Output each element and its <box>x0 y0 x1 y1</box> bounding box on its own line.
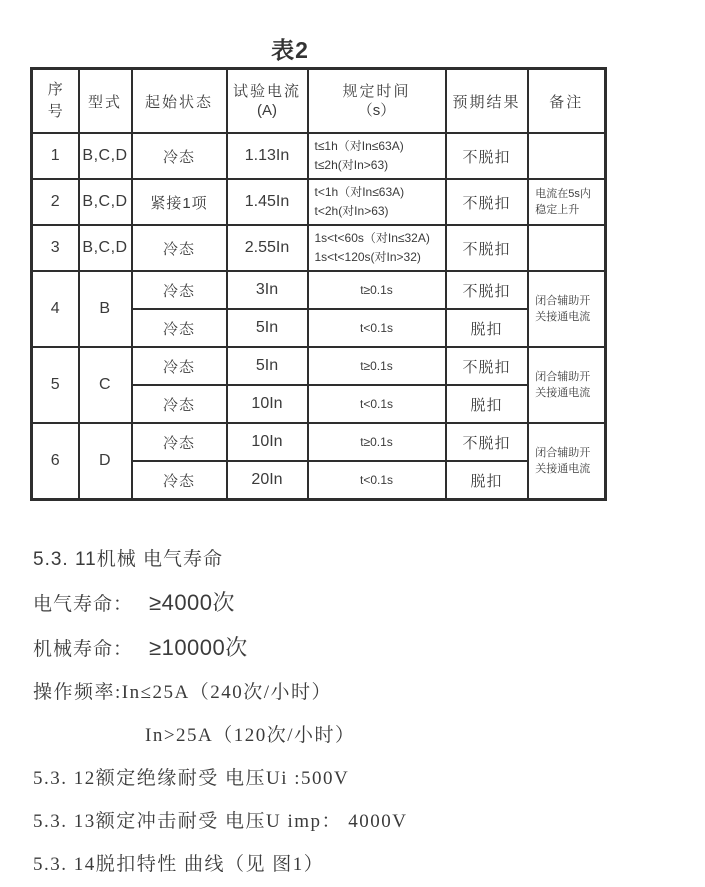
row4-remark: 闭合辅助开关接通电流 <box>528 271 606 347</box>
table-row-2 <box>32 179 606 225</box>
row6a-result: 不脱扣 <box>446 423 528 461</box>
header-initial-state: 起始状态 <box>132 69 227 134</box>
row5b-current: 10In <box>227 385 308 423</box>
row5a-time: t≥0.1s <box>308 347 446 385</box>
table-row-3 <box>32 225 606 271</box>
header-expected-result: 预期结果 <box>446 69 528 134</box>
row5-remark: 闭合辅助开关接通电流 <box>528 347 606 423</box>
mechanical-life-value: ≥10000次 <box>149 635 248 660</box>
row3-seq: 3 <box>32 225 79 271</box>
header-specified-time-unit: （s） <box>357 102 396 120</box>
row6b-result: 脱扣 <box>446 461 528 500</box>
row1-type: B,C,D <box>79 133 132 179</box>
operation-frequency-line1: 操作频率:In≤25A（240次/小时） <box>33 682 333 703</box>
row5-seq: 5 <box>32 347 79 423</box>
header-test-current-line1: 试验电流 <box>232 82 301 100</box>
table-row-6a <box>32 423 606 461</box>
row2-state: 紧接1项 <box>132 179 227 225</box>
table-header-row <box>32 69 606 134</box>
row6b-state: 冷态 <box>132 461 227 500</box>
row6a-current: 10In <box>227 423 308 461</box>
row1-current: 1.13In <box>227 133 308 179</box>
row6b-current: 20In <box>227 461 308 500</box>
row3-current: 2.55In <box>227 225 308 271</box>
row2-remark: 电流在5s内稳定上升 <box>528 179 606 225</box>
spec-table <box>30 67 607 501</box>
row3-result: 不脱扣 <box>446 225 528 271</box>
table-title: 表2 <box>271 37 309 63</box>
row2-result: 不脱扣 <box>446 179 528 225</box>
section-5-3-14: 5.3. 14脱扣特性 曲线（见 图1） <box>33 854 325 875</box>
header-test-current-unit: (A) <box>257 102 277 120</box>
row4b-time: t<0.1s <box>308 309 446 347</box>
row2-time-line1: t<1h（对In≤63A) <box>314 185 405 200</box>
mechanical-life-line <box>33 636 683 662</box>
operation-frequency-line2: In>25A（120次/小时） <box>145 725 356 746</box>
row5a-result: 不脱扣 <box>446 347 528 385</box>
row4a-time: t≥0.1s <box>308 271 446 309</box>
row1-result: 不脱扣 <box>446 133 528 179</box>
row5a-current: 5In <box>227 347 308 385</box>
row4a-result: 不脱扣 <box>446 271 528 309</box>
row3-state: 冷态 <box>132 225 227 271</box>
row1-remark <box>528 133 606 179</box>
header-remark: 备注 <box>528 69 606 134</box>
row3-remark <box>528 225 606 271</box>
header-test-current <box>227 69 308 134</box>
row2-current: 1.45In <box>227 179 308 225</box>
electrical-life-value: ≥4000次 <box>149 590 236 615</box>
row4a-state: 冷态 <box>132 271 227 309</box>
section-5-3-13: 5.3. 13额定冲击耐受 电压U imp： 4000V <box>33 811 408 832</box>
row1-time-line1: t≤1h（对In≤63A) <box>314 139 404 154</box>
header-specified-time-line1: 规定时间 <box>342 82 411 100</box>
section-5-3-12: 5.3. 12额定绝缘耐受 电压Ui :500V <box>33 768 350 789</box>
header-seq-no: 序号 <box>32 69 79 134</box>
row5b-time: t<0.1s <box>308 385 446 423</box>
row3-time-line2: 1s<t<120s(对In>32) <box>314 250 421 264</box>
header-type: 型式 <box>79 69 132 134</box>
row1-seq: 1 <box>32 133 79 179</box>
table-row-4a <box>32 271 606 309</box>
row3-time-line1: 1s<t<60s（对In≤32A) <box>314 231 430 246</box>
header-specified-time <box>308 69 446 134</box>
row2-time <box>308 179 446 225</box>
row5-type: C <box>79 347 132 423</box>
row2-seq: 2 <box>32 179 79 225</box>
row6-type: D <box>79 423 132 500</box>
electrical-life-line <box>33 591 683 617</box>
row3-time <box>308 225 446 271</box>
row2-type: B,C,D <box>79 179 132 225</box>
row1-state: 冷态 <box>132 133 227 179</box>
row4b-current: 5In <box>227 309 308 347</box>
row5b-result: 脱扣 <box>446 385 528 423</box>
row6a-time: t≥0.1s <box>308 423 446 461</box>
mechanical-life-label: 机械寿命： <box>33 639 134 660</box>
row6-seq: 6 <box>32 423 79 500</box>
row5b-state: 冷态 <box>132 385 227 423</box>
row6a-state: 冷态 <box>132 423 227 461</box>
row4a-current: 3In <box>227 271 308 309</box>
row4b-state: 冷态 <box>132 309 227 347</box>
row6-remark: 闭合辅助开关接通电流 <box>528 423 606 500</box>
row6b-time: t<0.1s <box>308 461 446 500</box>
row1-time-line2: t≤2h(对In>63) <box>314 158 389 172</box>
row3-type: B,C,D <box>79 225 132 271</box>
table-row-1 <box>32 133 606 179</box>
table-row-5a <box>32 347 606 385</box>
row5a-state: 冷态 <box>132 347 227 385</box>
row1-time <box>308 133 446 179</box>
row4-seq: 4 <box>32 271 79 347</box>
row4b-result: 脱扣 <box>446 309 528 347</box>
section-heading-5-3-11: 5.3. 11机械 电气寿命 <box>33 549 223 570</box>
text-block <box>33 548 683 887</box>
row4-type: B <box>79 271 132 347</box>
electrical-life-label: 电气寿命： <box>33 594 134 615</box>
row2-time-line2: t<2h(对In>63) <box>314 204 389 218</box>
